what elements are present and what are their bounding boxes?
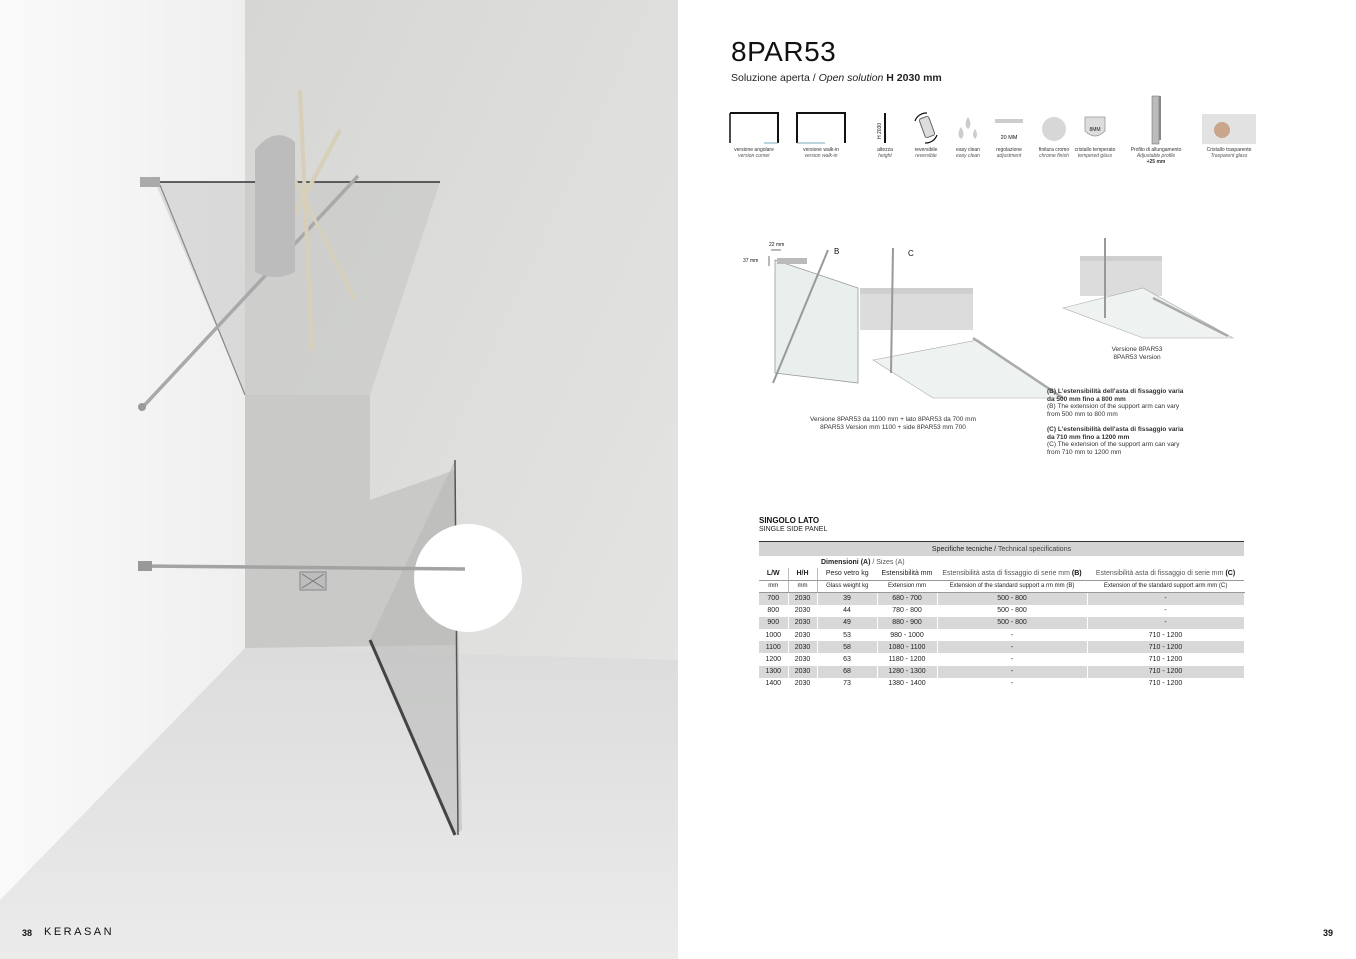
spec-header-it: Specifiche tecniche / — [931, 546, 997, 553]
cell: 2030 — [788, 629, 817, 641]
section-subtitle: SINGLE SIDE PANEL — [759, 526, 828, 533]
note-b — [1047, 388, 1207, 418]
caption-single-line1: Versione 8PAR53 — [1111, 346, 1163, 353]
reversible-icon — [911, 111, 941, 145]
cell: 1280 - 1300 — [877, 666, 937, 678]
cell: - — [937, 641, 1087, 653]
feature-corner — [724, 110, 784, 159]
tempered-glass-icon-label: 8MM — [1089, 127, 1101, 133]
cell: 1080 - 1100 — [877, 641, 937, 653]
product-subtitle — [731, 72, 942, 84]
table-row — [759, 678, 1244, 690]
cell: 980 - 1000 — [877, 629, 937, 641]
note-c-bold-1: (C) L'estensibilità dell'asta di fissaggio varia — [1047, 426, 1184, 433]
cell: 1200 — [759, 653, 788, 665]
feature-height-en: height — [878, 153, 892, 159]
feature-chrome-it: finitura cromo — [1038, 147, 1070, 153]
dim-22: 22 mm — [769, 242, 785, 248]
note-c-bold-2: da 710 mm fino a 1200 mm — [1047, 433, 1130, 441]
cell: 780 - 800 — [877, 605, 937, 617]
section-heading — [759, 516, 827, 533]
cell: 2030 — [788, 678, 817, 690]
dim-37: 37 mm — [743, 258, 759, 264]
cell: 58 — [817, 641, 877, 653]
page-number-right: 39 — [1323, 928, 1334, 938]
cell: 1400 — [759, 678, 788, 690]
page-number-left: 38 — [22, 928, 33, 938]
feature-walkin — [791, 110, 851, 159]
dimensions-en: / Sizes (A) — [872, 558, 905, 566]
cell: 2030 — [788, 592, 817, 604]
feature-walkin-it: versione walk-in — [803, 147, 839, 153]
feature-profile-it: Profilo di allungamento — [1130, 147, 1182, 153]
col-arm-c-suffix: (C) — [1225, 570, 1236, 578]
column-header-row — [759, 568, 1244, 580]
feature-easyclean-en: easy clean — [956, 153, 980, 159]
cell: 500 - 800 — [937, 605, 1087, 617]
cell: 73 — [817, 678, 877, 690]
adjustable-profile-icon — [1146, 94, 1166, 146]
cell: 2030 — [788, 617, 817, 629]
table-row — [759, 666, 1244, 678]
feature-transparent-it: Cristallo trasparente — [1206, 147, 1252, 153]
subtitle-en: Open solution — [818, 72, 884, 84]
cell: 53 — [817, 629, 877, 641]
table-row — [759, 629, 1244, 641]
cell: 1180 - 1200 — [877, 653, 937, 665]
col-arm-c — [1087, 568, 1244, 580]
cell: 500 - 800 — [937, 617, 1087, 629]
unit-extension: Extension mm — [877, 580, 937, 592]
cell: 680 - 700 — [877, 592, 937, 604]
cell: - — [1087, 605, 1244, 617]
unit-weight: Glass weight kg — [817, 580, 877, 592]
height-icon-label: H 2030 — [877, 122, 883, 139]
adjustment-icon — [989, 111, 1029, 145]
feature-easyclean-it: easy clean — [956, 147, 980, 153]
cell: 710 - 1200 — [1087, 666, 1244, 678]
caption-main-line1: Versione 8PAR53 da 1100 mm + lato 8PAR53 da 700 mm — [809, 416, 977, 423]
table-row — [759, 653, 1244, 665]
table-row — [759, 617, 1244, 629]
feature-height-it: altezza — [877, 147, 893, 153]
label-c: C — [908, 249, 914, 258]
note-b-bold-2: da 500 mm fino a 800 mm — [1047, 395, 1126, 403]
transparent-glass-icon — [1202, 112, 1256, 144]
cell: 1380 - 1400 — [877, 678, 937, 690]
cell: 2030 — [788, 605, 817, 617]
feature-adjustment-en: adjustment — [996, 153, 1022, 159]
spec-table-grid — [759, 556, 1245, 690]
spec-header-en: Technical specifications — [997, 546, 1072, 553]
feature-tempered-it: cristallo temperato — [1074, 147, 1116, 153]
unit-lw: mm — [759, 580, 788, 592]
feature-icons — [724, 110, 1294, 170]
cell: 49 — [817, 617, 877, 629]
cell: 710 - 1200 — [1087, 678, 1244, 690]
feature-profile-extra: +25 mm — [1146, 159, 1166, 165]
col-extension: Estensibilità mm — [877, 568, 937, 580]
feature-adjustment-it: regolazione — [996, 147, 1022, 153]
col-arm-b — [937, 568, 1087, 580]
caption-single-version — [1087, 346, 1187, 362]
note-c-line-1: (C) The extension of the support arm can vary — [1047, 441, 1180, 448]
feature-corner-en: version corner — [738, 153, 770, 159]
cell: - — [937, 629, 1087, 641]
brand-logo: KERASAN — [44, 926, 115, 938]
feature-reversible-it: reversibile — [914, 147, 938, 153]
cell: 710 - 1200 — [1087, 653, 1244, 665]
note-c — [1047, 426, 1207, 456]
table-row — [759, 592, 1244, 604]
feature-tempered — [1065, 110, 1125, 159]
caption-main-line2: 8PAR53 Version mm 1100 + side 8PAR53 mm 700 — [820, 424, 966, 431]
dimensions-a: (A) — [860, 558, 871, 566]
cell: - — [1087, 592, 1244, 604]
feature-transparent — [1199, 110, 1259, 159]
cell: 44 — [817, 605, 877, 617]
spec-page — [678, 0, 1356, 959]
spec-table — [759, 541, 1244, 690]
feature-corner-it: versione angolare — [734, 147, 774, 153]
adjustment-icon-label: 20 MM — [1000, 135, 1018, 141]
cell: 710 - 1200 — [1087, 629, 1244, 641]
feature-walkin-en: version walk-in — [804, 153, 838, 159]
cell: 1100 — [759, 641, 788, 653]
cell: - — [937, 678, 1087, 690]
cell: 880 - 900 — [877, 617, 937, 629]
height-icon — [875, 111, 895, 145]
cell: - — [937, 666, 1087, 678]
caption-single-line2: 8PAR53 Version — [1113, 354, 1161, 361]
subtitle-height: H 2030 mm — [886, 72, 942, 84]
label-b: B — [834, 247, 840, 256]
cell: - — [937, 653, 1087, 665]
cell: 700 — [759, 592, 788, 604]
unit-arm-b: Extension of the standard support a rm mm (B) — [937, 580, 1087, 592]
feature-profile-en: Adjustable profile — [1136, 153, 1176, 159]
dimensions-row — [759, 556, 1244, 568]
caption-main-version — [793, 416, 993, 432]
walk-in-version-icon — [795, 111, 847, 145]
cell: - — [1087, 617, 1244, 629]
subtitle-it: Soluzione aperta / — [731, 72, 816, 84]
table-row — [759, 641, 1244, 653]
unit-row — [759, 580, 1244, 592]
dimensions-label: Dimensioni — [821, 558, 859, 566]
section-title: SINGOLO LATO — [759, 516, 820, 525]
product-title: 8PAR53 — [731, 36, 837, 67]
cell: 900 — [759, 617, 788, 629]
feature-chrome-en: chrome finish — [1039, 153, 1069, 159]
cell: 1000 — [759, 629, 788, 641]
installation-diagram — [733, 238, 1253, 468]
cell: 2030 — [788, 653, 817, 665]
cell: 2030 — [788, 641, 817, 653]
unit-arm-c: Extension of the standard support arm mm (C) — [1087, 580, 1244, 592]
cell: 800 — [759, 605, 788, 617]
tempered-glass-icon — [1080, 111, 1110, 145]
col-arm-b-text: Estensibilità asta di fissaggio di serie mm — [942, 570, 1070, 578]
col-hh: H/H — [788, 568, 817, 580]
note-c-line-2: from 710 mm to 1200 mm — [1047, 448, 1122, 456]
spec-table-header — [759, 541, 1244, 556]
note-b-bold-1: (B) L'estensibilità dell'asta di fissaggio varia — [1047, 388, 1184, 395]
feature-reversible-en: reversible — [915, 153, 937, 159]
note-b-line-1: (B) The extension of the support arm can vary — [1047, 403, 1180, 410]
corner-version-icon — [728, 111, 780, 145]
note-b-line-2: from 500 mm to 800 mm — [1047, 410, 1118, 418]
cell: 68 — [817, 666, 877, 678]
col-lw: L/W — [759, 568, 788, 580]
cell: 710 - 1200 — [1087, 641, 1244, 653]
feature-transparent-en: Trasparent glass — [1210, 153, 1248, 159]
cell: 1300 — [759, 666, 788, 678]
col-arm-c-text: Estensibilità asta di fissaggio di serie mm — [1095, 570, 1224, 578]
unit-hh: mm — [788, 580, 817, 592]
feature-tempered-en: tempered glass — [1077, 153, 1113, 159]
cell: 39 — [817, 592, 877, 604]
table-row — [759, 605, 1244, 617]
cell: 63 — [817, 653, 877, 665]
cell: 2030 — [788, 666, 817, 678]
cell: 500 - 800 — [937, 592, 1087, 604]
feature-profile — [1126, 94, 1186, 165]
col-arm-b-suffix: (B) — [1071, 570, 1082, 578]
col-weight: Peso vetro kg — [817, 568, 877, 580]
